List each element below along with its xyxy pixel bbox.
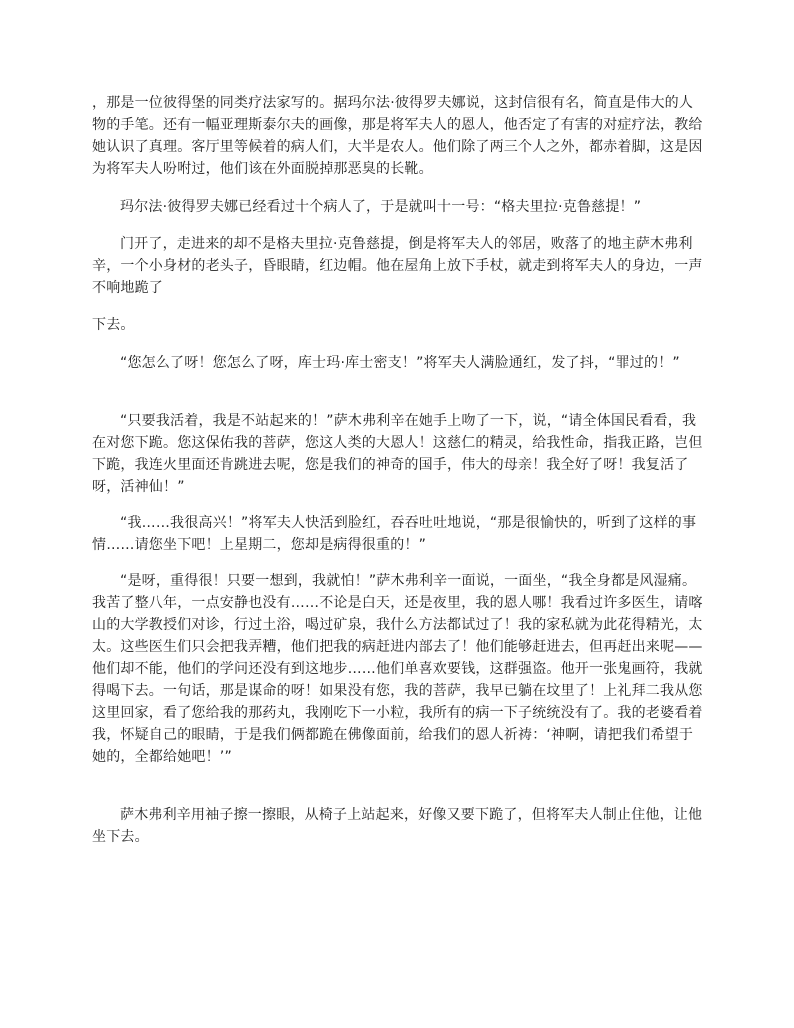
paragraph-3: 门开了，走进来的却不是格夫里拉·克鲁慈提，倒是将军夫人的邻居，败落了的地主萨木弗利辛，一个小身材的老头子，昏眼睛，红边帽。他在屋角上放下手杖，就走到将军夫人的身边，一声不响地跪了 (92, 236, 703, 296)
paragraph-6: “只要我活着，我是不站起来的！”萨木弗利辛在她手上吻了一下，说，“请全体国民看看，我在对您下跪。您这保佑我的菩萨，您这人类的大恩人！这慈仁的精灵，给我性命，指我正路，岂但下跪，我连火里面还肯跳进去呢，您是我们的神奇的国手，伟大的母亲！我全好了呀！我复活了呀，活神仙！” (92, 413, 703, 495)
paragraph-5: “您怎么了呀！您怎么了呀，库士玛·库士密支！”将军夫人满脸通红，发了抖，“罪过的！” (120, 355, 680, 371)
paragraph-1: ，那是一位彼得堡的同类疗法家写的。据玛尔法·彼得罗夫娜说，这封信很有名，简直是伟大的人物的手笔。还有一幅亚理斯泰尔夫的画像，那是将军夫人的恩人，他否定了有害的对症疗法，教给她认识了真理。客厅里等候着的病人们，大半是农人。他们除了两三个人之外，都赤着脚，这是因为将军夫人吩咐过，他们该在外面脱掉那恶臭的长靴。 (92, 95, 703, 177)
paragraph-7: “我……我很高兴！”将军夫人快活到脸红，吞吞吐吐地说，“那是很愉快的，听到了这样的事情……请您坐下吧！上星期二，您却是病得很重的！” (92, 515, 697, 553)
paragraph-9: 萨木弗利辛用袖子擦一擦眼，从椅子上站起来，好像又要下跪了，但将军夫人制止住他，让他坐下去。 (92, 807, 703, 845)
paragraph-2: 玛尔法·彼得罗夫娜已经看过十个病人了，于是就叫十一号：“格夫里拉·克鲁慈提！” (120, 199, 642, 215)
paragraph-4: 下去。 (92, 317, 135, 333)
paragraph-8: “是呀，重得很！只要一想到，我就怕！”萨木弗利辛一面说，一面坐，“我全身都是风湿痛。我苦了整八年，一点安静也没有……不论是白天，还是夜里，我的恩人哪！我看过许多医生，请喀山的大学教授们对诊，行过土浴，喝过矿泉，我什么方法都试过了！我的家私就为此花得精光，太太。这些医生们只会把我弄糟，他们把我的病赶进内部去了！他们能够赶进去，但再赶出来呢—— 他们却不能，他们的学问还没有到这地步……他们单喜欢要钱，这群强盗。他开一张鬼画符，我就得喝下去。一句话，那是谋命的呀！如果没有您，我的菩萨，我早已躺在坟里了！上礼拜二我从您这里回家，看了您给我的那药丸，我刚吃下一小粒，我所有的病一下子统统没有了。我的老婆看着我，怀疑自己的眼睛，于是我们俩都跪在佛像面前，给我们的恩人祈祷：‘神啊，请把我们希望于她的，全都给她吧！’” (92, 573, 703, 765)
